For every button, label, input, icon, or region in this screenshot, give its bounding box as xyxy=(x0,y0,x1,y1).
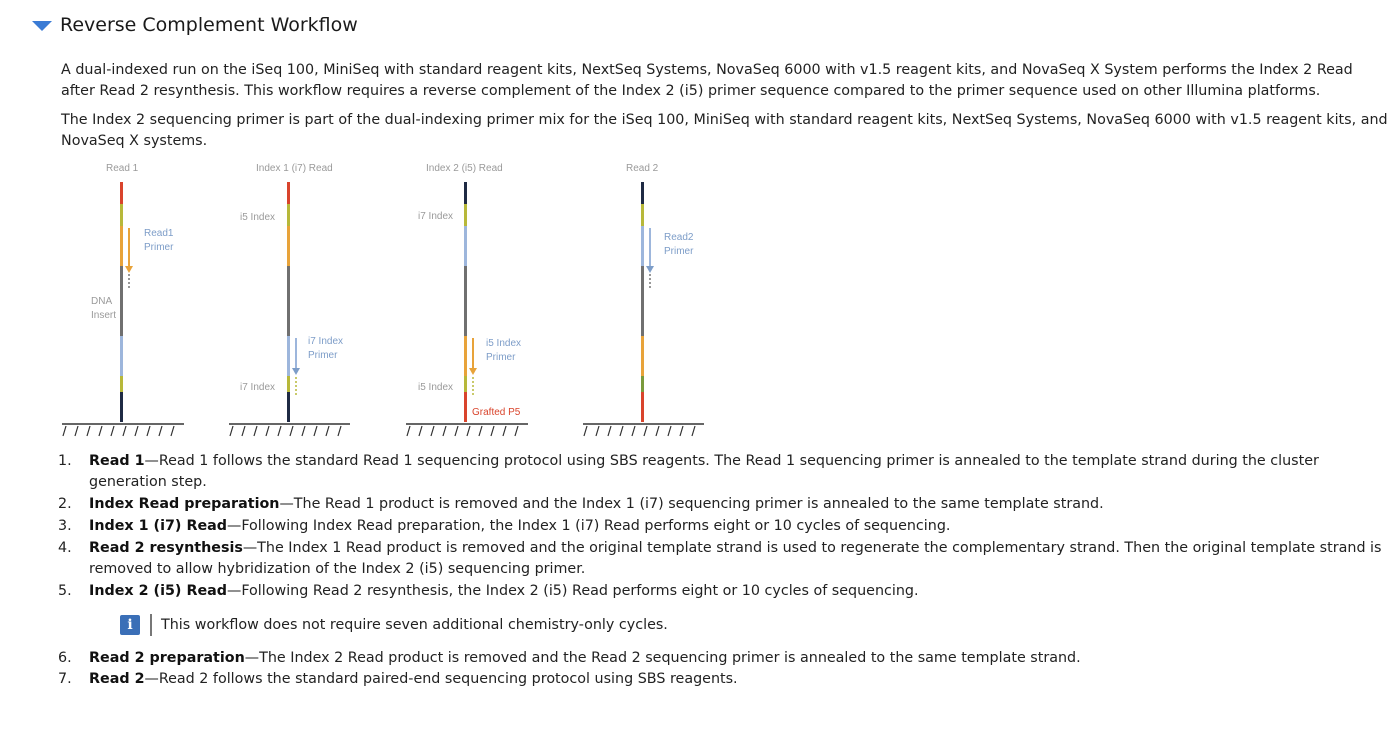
strand-segment xyxy=(464,392,467,422)
index2-panel xyxy=(406,163,528,436)
read2-primer-label-1: Read2 xyxy=(664,232,694,243)
strand-segment xyxy=(120,376,123,392)
workflow-steps xyxy=(58,450,1393,690)
strand-segment xyxy=(641,376,644,392)
strand-segment xyxy=(641,266,644,336)
strand-segment xyxy=(464,336,467,376)
list-item xyxy=(58,669,1393,690)
strand-segment xyxy=(287,336,290,376)
list-item xyxy=(58,516,1393,537)
step-text: —Following Read 2 resynthesis, the Index 2 (i5) Read performs eight or 10 cycles of sequencing. xyxy=(227,583,919,599)
surface-hatch xyxy=(584,426,695,436)
strand-segment xyxy=(641,392,644,422)
strand-segment xyxy=(120,392,123,422)
index1-title: Index 1 (i7) Read xyxy=(256,163,333,174)
step-text: —Read 2 follows the standard paired-end sequencing protocol using SBS reagents. xyxy=(144,671,738,687)
surface-hatch xyxy=(230,426,341,436)
i5-primer-label-1: i5 Index xyxy=(486,338,522,349)
step-number: 2. xyxy=(58,496,72,512)
surface-hatch xyxy=(407,426,518,436)
info-icon: i xyxy=(120,615,140,635)
step-number: 7. xyxy=(58,671,72,687)
strand-segment xyxy=(464,226,467,266)
primer-paragraph: The Index 2 sequencing primer is part of the dual-indexing primer mix for the iSeq 100, MiniSeq with standard reagent kits, NextSeq Systems, NovaSeq 6000 with v1.5 reagent kits, and NovaSeq X systems. xyxy=(61,112,1388,149)
i7-primer-label-2: Primer xyxy=(308,350,338,361)
dna-insert-label-2: Insert xyxy=(91,310,117,321)
index1-panel xyxy=(229,163,350,436)
step-title: Read 2 preparation xyxy=(89,650,245,666)
strand-segment xyxy=(464,376,467,392)
strand-segment xyxy=(287,226,290,266)
step-title: Read 1 xyxy=(89,453,145,469)
step-number: 3. xyxy=(58,518,72,534)
strand-segment xyxy=(641,336,644,376)
strand-segment xyxy=(120,182,123,204)
intro-paragraph: A dual-indexed run on the iSeq 100, MiniSeq with standard reagent kits, NextSeq Systems, NovaSeq 6000 with v1.5 reagent kits, and NovaSeq X System performs the Index 2 Read after Read 2 resynthesis. This workflow requires a reverse complement of the Index 2 (i5) primer sequence compared to the primer sequence used on other Illumina platforms. xyxy=(61,62,1353,99)
strand-segment xyxy=(641,182,644,204)
arrow-head-icon xyxy=(292,368,300,375)
step-text: —Following Index Read preparation, the Index 1 (i7) Read performs eight or 10 cycles of sequencing. xyxy=(227,518,951,534)
read1-primer-label-1: Read1 xyxy=(144,228,174,239)
step-number: 5. xyxy=(58,583,72,599)
arrow-head-icon xyxy=(125,266,133,273)
step-text: —Read 1 follows the standard Read 1 sequencing protocol using SBS reagents. The Read 1 sequencing primer is annealed to the template strand during the cluster generation step. xyxy=(89,453,1319,490)
strand-segment xyxy=(120,266,123,336)
note-text: This workflow does not require seven additional chemistry-only cycles. xyxy=(161,616,668,633)
note-divider xyxy=(150,614,152,636)
read2-title: Read 2 xyxy=(626,163,659,174)
list-item xyxy=(58,494,1393,515)
strand-segment xyxy=(287,266,290,336)
step-title: Index 2 (i5) Read xyxy=(89,583,228,599)
index2-bottom-label: i5 Index xyxy=(418,382,454,393)
list-item xyxy=(58,538,1393,580)
strand-segment xyxy=(120,336,123,376)
step-title: Read 2 xyxy=(89,671,145,687)
strand-segment xyxy=(120,226,123,266)
list-item xyxy=(58,648,1393,669)
read1-primer-label-2: Primer xyxy=(144,242,174,253)
surface-hatch xyxy=(63,426,174,436)
strand-segment xyxy=(464,204,467,226)
strand-segment xyxy=(287,204,290,226)
strand-segment xyxy=(287,376,290,392)
read2-primer-label-2: Primer xyxy=(664,246,694,257)
step-text: —The Read 1 product is removed and the Index 1 (i7) sequencing primer is annealed to the same template strand. xyxy=(279,496,1104,512)
index1-bottom-label: i7 Index xyxy=(240,382,276,393)
info-note xyxy=(89,614,1393,636)
arrow-head-icon xyxy=(469,368,477,375)
read1-title: Read 1 xyxy=(106,163,139,174)
step-title: Index 1 (i7) Read xyxy=(89,518,228,534)
section-title: Reverse Complement Workflow xyxy=(60,14,358,36)
step-number: 4. xyxy=(58,540,72,556)
strand-segment xyxy=(641,226,644,266)
read2-panel xyxy=(583,163,704,436)
dna-insert-label-1: DNA xyxy=(91,296,113,307)
i7-primer-label-1: i7 Index xyxy=(308,336,344,347)
index2-title: Index 2 (i5) Read xyxy=(426,163,503,174)
step-text: —The Index 1 Read product is removed and the original template strand is used to regenerate the complementary strand. Then the original template strand is removed to allow hybridization of the Index 2 (i5) sequencing primer. xyxy=(89,540,1382,577)
step-title: Index Read preparation xyxy=(89,496,280,512)
step-text: —The Index 2 Read product is removed and the Read 2 sequencing primer is annealed to the same template strand. xyxy=(244,650,1081,666)
strand-segment xyxy=(464,266,467,336)
caret-down-icon[interactable] xyxy=(32,21,52,31)
strand-segment xyxy=(120,204,123,226)
step-title: Read 2 resynthesis xyxy=(89,540,243,556)
list-item xyxy=(58,451,1393,493)
index2-top-label: i7 Index xyxy=(418,211,454,222)
strand-segment xyxy=(641,204,644,226)
strand-segment xyxy=(287,182,290,204)
list-item xyxy=(58,581,1393,602)
read1-panel xyxy=(62,163,184,436)
arrow-head-icon xyxy=(646,266,654,273)
workflow-diagram xyxy=(56,156,716,446)
strand-segment xyxy=(287,392,290,422)
i5-primer-label-2: Primer xyxy=(486,352,516,363)
section-toggle[interactable] xyxy=(32,14,358,36)
grafted-p5-label: Grafted P5 xyxy=(472,407,521,418)
step-number: 1. xyxy=(58,453,72,469)
index1-top-label: i5 Index xyxy=(240,212,276,223)
strand-segment xyxy=(464,182,467,204)
step-number: 6. xyxy=(58,650,72,666)
